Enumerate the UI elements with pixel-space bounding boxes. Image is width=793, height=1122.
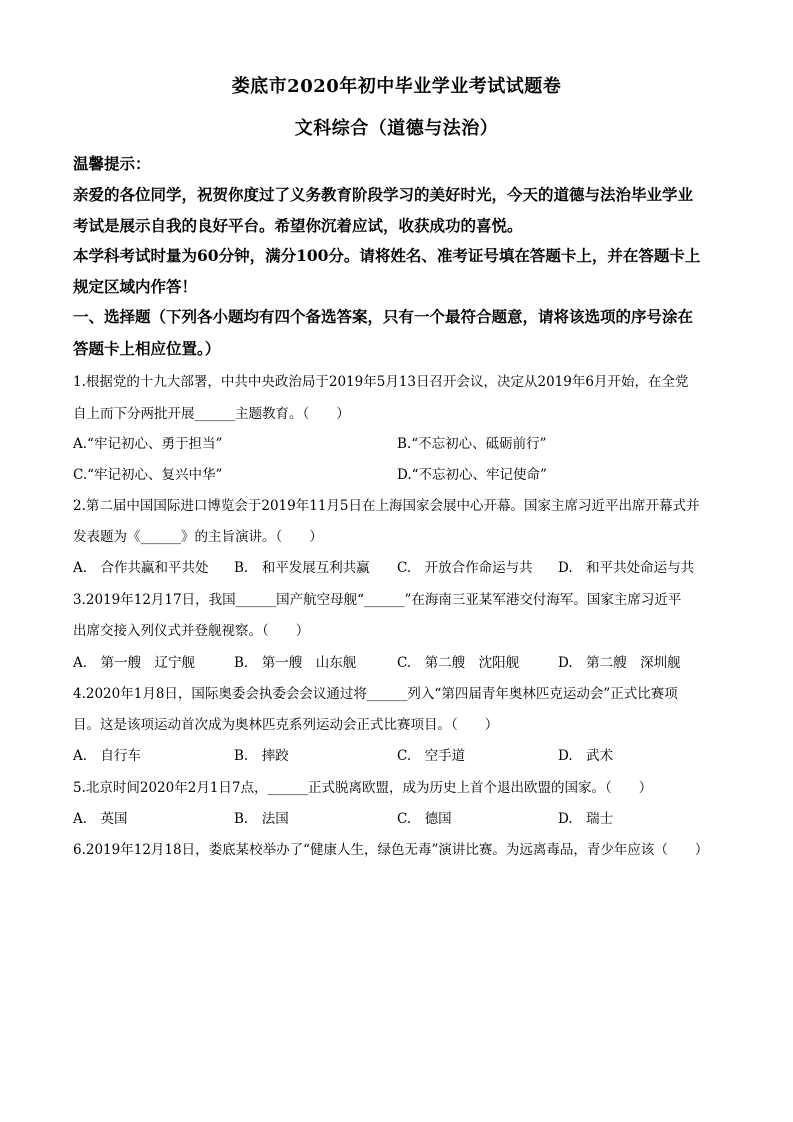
question-5-option-a: A. 英国 — [73, 811, 128, 827]
question-3-text: 3.2019年12月17日，我国______国产航空母舰“______”在海南三亚某军港交付海军。国家主席习近平 — [73, 592, 682, 608]
question-4-option-d: D. 武术 — [558, 748, 614, 764]
section-heading: 一、选择题（下列各小题均有四个备选答案，只有一个最符合题意，请将该选项的序号涂在 — [73, 307, 694, 326]
question-1-option-a: A.“牢记初心、勇于担当” — [73, 436, 223, 452]
question-5-option-c: C. 德国 — [397, 811, 452, 827]
question-3-text: 出席交接入列仪式并登舰视察。（ ） — [73, 623, 310, 639]
exam-title: 娄底市2020年初中毕业学业考试试题卷 — [231, 76, 562, 97]
exam-subtitle: 文科综合（道德与法治） — [294, 118, 499, 139]
question-3-option-b: B. 第一艘 山东舰 — [234, 655, 357, 671]
question-4-option-b: B. 摔跤 — [234, 748, 289, 764]
question-5-option-d: D. 瑞士 — [558, 811, 614, 827]
question-1-option-b: B.“不忘初心、砥砺前行” — [397, 436, 547, 452]
question-2-option-b: B. 和平发展互利共赢 — [234, 560, 370, 576]
section-heading: 答题卡上相应位置。） — [73, 339, 221, 358]
question-4-text: 目。这是该项运动首次成为奥林匹克系列运动会正式比赛项目。（ ） — [73, 717, 499, 733]
tips-line: 规定区域内作答！ — [73, 277, 198, 296]
question-1-text: 自上而下分两批开展______主题教育。（ ） — [73, 406, 350, 422]
question-6-text: 6.2019年12月18日，娄底某校举办了“健康人生，绿色无毒”演讲比赛。为远离毒品，青少年应该（ ） — [73, 842, 709, 858]
question-1-text: 1.根据党的十九大部署，中共中央政治局于2019年5月13日召开会议，决定从2019年6月开始，在全党 — [73, 374, 689, 390]
question-3-option-c: C. 第二艘 沈阳舰 — [397, 655, 520, 671]
tips-heading: 温馨提示： — [73, 154, 151, 173]
question-3-option-a: A. 第一艘 辽宁舰 — [73, 655, 196, 671]
question-2-option-a: A. 合作共赢和平共处 — [73, 560, 209, 576]
question-2-option-c: C. 开放合作命运与共 — [397, 560, 533, 576]
question-3-option-d: D. 第二艘 深圳舰 — [558, 655, 681, 671]
question-4-option-a: A. 自行车 — [73, 748, 142, 764]
question-5-text: 5.北京时间2020年2月1日7点，______正式脱离欧盟，成为历史上首个退出欧盟的国家。（ ） — [73, 780, 653, 796]
question-4-text: 4.2020年1月8日，国际奥委会执委会会议通过将______列入“第四届青年奥林匹克运动会”正式比赛项 — [73, 686, 678, 702]
tips-line: 本学科考试时量为60分钟，满分100分。请将姓名、准考证号填在答题卡上，并在答题卡上 — [73, 246, 701, 265]
question-1-option-c: C.“牢记初心、复兴中华” — [73, 467, 223, 483]
question-2-option-d: D. 和平共处命运与共 — [558, 560, 695, 576]
question-1-option-d: D.“不忘初心、牢记使命” — [397, 467, 547, 483]
question-2-text: 发表题为《______》的主旨演讲。（ ） — [73, 529, 323, 545]
question-5-option-b: B. 法国 — [234, 811, 289, 827]
tips-line: 考试是展示自我的良好平台。希望你沉着应试，收获成功的喜悦。 — [73, 216, 523, 235]
question-4-option-c: C. 空手道 — [397, 748, 466, 764]
tips-line: 亲爱的各位同学，祝贺你度过了义务教育阶段学习的美好时光，今天的道德与法治毕业学业 — [73, 185, 694, 204]
question-2-text: 2.第二届中国国际进口博览会于2019年11月5日在上海国家会展中心开幕。国家主席习近平出席开幕式并 — [73, 498, 700, 514]
